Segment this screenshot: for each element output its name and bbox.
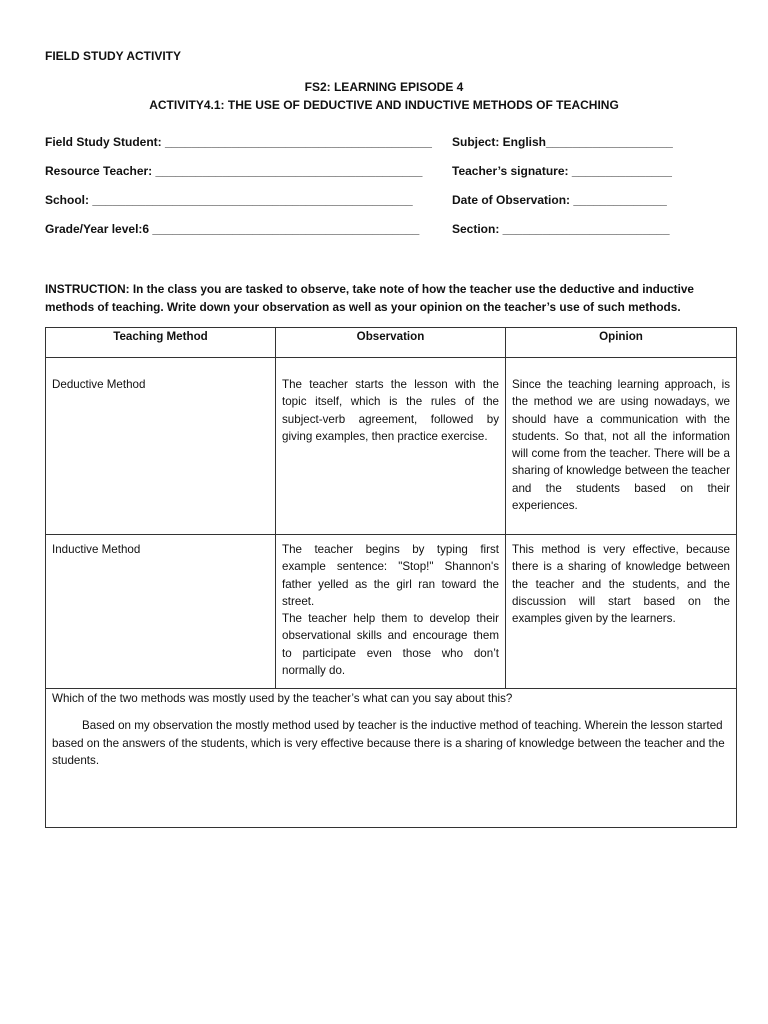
row-method-deductive: Deductive Method	[46, 358, 276, 535]
table-header-row	[46, 328, 737, 358]
row-opinion-inductive: This method is very effective, because there is a sharing of knowledge between the teacher and the students, and the discussion will start based on the examples given by the learners.	[506, 535, 737, 689]
question-row	[46, 689, 737, 828]
question-cell	[46, 689, 737, 828]
episode-title: FS2: LEARNING EPISODE 4	[304, 80, 464, 94]
header-opinion: Opinion	[506, 328, 737, 358]
row-opinion-deductive: Since the teaching learning approach, is the method we are using nowadays, we should have a communication with the students. So that, not all the information will come from the teacher. There will be a sharing of knowledge between the teacher and the students based on their experiences.	[506, 358, 737, 535]
grade-level-field: Grade/Year level:6 ________________________________________	[45, 222, 420, 236]
observation-paragraph-1: The teacher begins by typing first example sentence: "Stop!" Shannon's father yelled as the girl ran toward the street.	[282, 543, 499, 608]
school-field: School: ________________________________________________	[45, 193, 413, 207]
observation-paragraph-2: The teacher help them to develop their observational skills and encourage them to participate even those who don’t normally do.	[282, 612, 499, 678]
section-field: Section: _________________________	[452, 222, 670, 236]
table-row	[46, 358, 737, 535]
row-method-inductive: Inductive Method	[46, 535, 276, 689]
answer-text: Based on my observation the mostly method used by teacher is the inductive method of teaching. Wherein the lesson started based on the answers of the students, which is very effective because there is a sharing of knowledge between the teacher and the students.	[52, 719, 725, 767]
row-observation-deductive: The teacher starts the lesson with the topic itself, which is the rules of the subject-verb agreement, followed by giving examples, then practice exercise.	[276, 358, 506, 535]
activity-title: ACTIVITY4.1: THE USE OF DEDUCTIVE AND INDUCTIVE METHODS OF TEACHING	[149, 98, 619, 112]
header-teaching-method: Teaching Method	[46, 328, 276, 358]
teacher-signature-field: Teacher’s signature: _______________	[452, 164, 672, 178]
header-observation: Observation	[276, 328, 506, 358]
date-of-observation-field: Date of Observation: ______________	[452, 193, 667, 207]
observation-table	[45, 327, 737, 828]
resource-teacher-field: Resource Teacher: ________________________________________	[45, 164, 423, 178]
row-observation-inductive	[276, 535, 506, 689]
table-row	[46, 535, 737, 689]
subject-field: Subject: English___________________	[452, 135, 673, 149]
question-text: Which of the two methods was mostly used by the teacher’s what can you say about this?	[52, 692, 513, 705]
field-study-student-field: Field Study Student: ________________________________________	[45, 135, 432, 149]
document-label: FIELD STUDY ACTIVITY	[45, 49, 182, 63]
instruction-text: INSTRUCTION: In the class you are tasked to observe, take note of how the teacher use the deductive and inductive methods of teaching. Write down your observation as well as your opinion on the teacher’s use of such methods.	[45, 282, 694, 314]
